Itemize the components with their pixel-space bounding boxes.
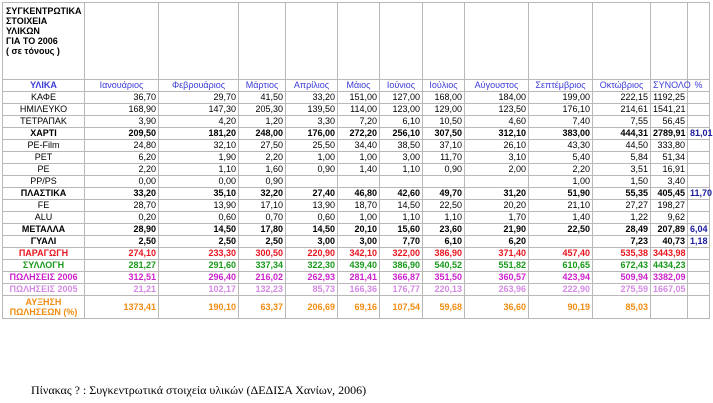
table-cell: 42,60 bbox=[380, 188, 423, 200]
column-header: Οκτώβριος bbox=[593, 80, 651, 92]
row-label: PE bbox=[3, 164, 85, 176]
table-cell: 1,10 bbox=[380, 164, 423, 176]
table-cell: 32,20 bbox=[239, 188, 286, 200]
table-cell: 27,40 bbox=[286, 188, 338, 200]
table-cell: 263,96 bbox=[465, 284, 529, 296]
table-cell: 1,90 bbox=[159, 152, 239, 164]
empty-cell bbox=[380, 3, 423, 80]
row-label: ΜΕΤΑΛΛΑ bbox=[3, 224, 85, 236]
table-cell: 3,40 bbox=[651, 176, 688, 188]
table-cell: 220,90 bbox=[286, 248, 338, 260]
table-cell: 383,00 bbox=[529, 128, 593, 140]
table-cell: 3,00 bbox=[286, 236, 338, 248]
table-cell bbox=[423, 176, 465, 188]
column-header: ΣΥΝΟΛΟ bbox=[651, 80, 688, 92]
table-cell: 20,10 bbox=[338, 224, 380, 236]
table-cell: 222,90 bbox=[529, 284, 593, 296]
table-row bbox=[3, 212, 710, 224]
row-label: ΗΜΙΛΕΥΚΟ bbox=[3, 104, 85, 116]
table-cell: 38,50 bbox=[380, 140, 423, 152]
table-cell: 36,70 bbox=[85, 92, 159, 104]
table-cell: 274,10 bbox=[85, 248, 159, 260]
table-row bbox=[3, 260, 710, 272]
row-label: PE-Film bbox=[3, 140, 85, 152]
table-row bbox=[3, 176, 710, 188]
table-cell: 51,90 bbox=[529, 188, 593, 200]
table-cell: 2,50 bbox=[85, 236, 159, 248]
table-cell: 55,35 bbox=[593, 188, 651, 200]
table-cell: 1,00 bbox=[338, 152, 380, 164]
table-cell: 176,10 bbox=[529, 104, 593, 116]
table-cell: 14,50 bbox=[286, 224, 338, 236]
table-title-line: ΓΙΑ ΤΟ 2006 bbox=[6, 36, 58, 46]
table-cell: 457,40 bbox=[529, 248, 593, 260]
table-cell: 127,00 bbox=[380, 92, 423, 104]
table-cell: 672,43 bbox=[593, 260, 651, 272]
table-cell: 351,50 bbox=[423, 272, 465, 284]
table-cell: 0,00 bbox=[159, 176, 239, 188]
table-cell: 6,10 bbox=[423, 236, 465, 248]
table-cell: 43,30 bbox=[529, 140, 593, 152]
table-cell: 610,65 bbox=[529, 260, 593, 272]
empty-cell bbox=[465, 3, 529, 80]
table-cell: 22,50 bbox=[529, 224, 593, 236]
table-cell: 0,00 bbox=[85, 176, 159, 188]
table-cell: 1,00 bbox=[286, 152, 338, 164]
table-cell: 7,55 bbox=[593, 116, 651, 128]
table-cell: 40,73 bbox=[651, 236, 688, 248]
table-cell: 139,50 bbox=[286, 104, 338, 116]
table-cell: 300,50 bbox=[239, 248, 286, 260]
percent-cell bbox=[688, 92, 710, 104]
table-cell: 21,21 bbox=[85, 284, 159, 296]
table-cell: 36,60 bbox=[465, 296, 529, 319]
table-cell: 405,45 bbox=[651, 188, 688, 200]
percent-cell bbox=[688, 284, 710, 296]
table-cell: 216,02 bbox=[239, 272, 286, 284]
table-cell: 307,50 bbox=[423, 128, 465, 140]
percent-cell bbox=[688, 200, 710, 212]
table-cell: 85,03 bbox=[593, 296, 651, 319]
table-cell: 13,90 bbox=[159, 200, 239, 212]
empty-cell bbox=[688, 3, 710, 80]
table-cell: 206,69 bbox=[286, 296, 338, 319]
table-cell: 1192,25 bbox=[651, 92, 688, 104]
table-cell: 1667,05 bbox=[651, 284, 688, 296]
table-cell bbox=[465, 176, 529, 188]
table-cell: 21,10 bbox=[529, 200, 593, 212]
table-cell: 7,23 bbox=[593, 236, 651, 248]
table-cell: 14,50 bbox=[159, 224, 239, 236]
table-cell: 90,19 bbox=[529, 296, 593, 319]
row-label: FE bbox=[3, 200, 85, 212]
table-cell: 107,54 bbox=[380, 296, 423, 319]
percent-cell bbox=[688, 152, 710, 164]
table-cell: 168,00 bbox=[423, 92, 465, 104]
table-cell: 322,30 bbox=[286, 260, 338, 272]
table-cell: 1,40 bbox=[338, 164, 380, 176]
table-cell: 2,20 bbox=[239, 152, 286, 164]
percent-cell: 1,18 bbox=[688, 236, 710, 248]
table-cell bbox=[338, 176, 380, 188]
table-title bbox=[3, 3, 85, 80]
table-row bbox=[3, 152, 710, 164]
materials-table bbox=[2, 2, 713, 319]
table-row bbox=[3, 272, 710, 284]
table-cell: 233,30 bbox=[159, 248, 239, 260]
table-cell: 2,00 bbox=[465, 164, 529, 176]
table-cell: 46,80 bbox=[338, 188, 380, 200]
row-label: ΓΥΑΛΙ bbox=[3, 236, 85, 248]
row-label: ΠΛΑΣΤΙΚΑ bbox=[3, 188, 85, 200]
table-cell: 2,20 bbox=[529, 164, 593, 176]
row-label: PP/PS bbox=[3, 176, 85, 188]
table-cell: 181,20 bbox=[159, 128, 239, 140]
table-cell: 281,27 bbox=[85, 260, 159, 272]
column-header: Ιούνιος bbox=[380, 80, 423, 92]
table-cell: 11,70 bbox=[423, 152, 465, 164]
table-cell: 509,94 bbox=[593, 272, 651, 284]
table-cell: 17,10 bbox=[239, 200, 286, 212]
table-cell: 0,20 bbox=[85, 212, 159, 224]
table-row bbox=[3, 200, 710, 212]
column-header: ΥΛΙΚΑ bbox=[3, 80, 85, 92]
table-caption: Πίνακας ? : Συγκεντρωτικά στοιχεία υλικών (ΔΕΔΙΣΑ Χανίων, 2006) bbox=[31, 383, 367, 397]
table-cell: 10,50 bbox=[423, 116, 465, 128]
column-header: Απρίλιος bbox=[286, 80, 338, 92]
table-cell: 296,40 bbox=[159, 272, 239, 284]
table-cell: 102,17 bbox=[159, 284, 239, 296]
table-cell: 0,60 bbox=[159, 212, 239, 224]
empty-cell bbox=[338, 3, 380, 80]
table-row bbox=[3, 284, 710, 296]
table-cell: 209,50 bbox=[85, 128, 159, 140]
table-cell: 6,20 bbox=[465, 236, 529, 248]
row-label: ΠΩΛΗΣΕΙΣ 2005 bbox=[3, 284, 85, 296]
table-cell: 2,50 bbox=[239, 236, 286, 248]
table-cell: 176,77 bbox=[380, 284, 423, 296]
table-cell: 371,40 bbox=[465, 248, 529, 260]
percent-cell bbox=[688, 212, 710, 224]
table-cell: 1,50 bbox=[593, 176, 651, 188]
table-cell: 1,22 bbox=[593, 212, 651, 224]
table-cell bbox=[651, 296, 688, 319]
table-row bbox=[3, 116, 710, 128]
table-cell: 16,91 bbox=[651, 164, 688, 176]
table-cell: 222,15 bbox=[593, 92, 651, 104]
column-header: Μάιος bbox=[338, 80, 380, 92]
table-cell: 123,50 bbox=[465, 104, 529, 116]
column-header: % bbox=[688, 80, 710, 92]
percent-cell: 6,04 bbox=[688, 224, 710, 236]
table-cell: 34,40 bbox=[338, 140, 380, 152]
row-label: ΤΕΤΡΑΠΑΚ bbox=[3, 116, 85, 128]
title-row bbox=[3, 3, 710, 80]
row-label: ΧΑΡΤΙ bbox=[3, 128, 85, 140]
table-cell: 41,50 bbox=[239, 92, 286, 104]
table-cell: 1,00 bbox=[529, 176, 593, 188]
table-cell: 198,27 bbox=[651, 200, 688, 212]
table-row bbox=[3, 248, 710, 260]
table-cell: 423,94 bbox=[529, 272, 593, 284]
table-cell: 59,68 bbox=[423, 296, 465, 319]
table-cell: 27,50 bbox=[239, 140, 286, 152]
empty-cell bbox=[239, 3, 286, 80]
table-cell: 176,00 bbox=[286, 128, 338, 140]
table-row bbox=[3, 164, 710, 176]
table-cell: 14,50 bbox=[380, 200, 423, 212]
table-cell: 333,80 bbox=[651, 140, 688, 152]
table-cell: 31,20 bbox=[465, 188, 529, 200]
table-cell: 0,90 bbox=[286, 164, 338, 176]
row-label bbox=[3, 296, 85, 319]
table-cell: 312,51 bbox=[85, 272, 159, 284]
row-label-line: ΑΥΞΗΣΗ bbox=[25, 297, 62, 307]
table-cell: 3,30 bbox=[286, 116, 338, 128]
table-cell: 3,00 bbox=[338, 236, 380, 248]
table-cell: 33,20 bbox=[286, 92, 338, 104]
table-cell: 6,10 bbox=[380, 116, 423, 128]
table-title-line: ΣΤΟΙΧΕΙΑ ΥΛΙΚΩΝ bbox=[6, 16, 48, 36]
table-cell: 184,00 bbox=[465, 92, 529, 104]
table-cell: 540,52 bbox=[423, 260, 465, 272]
table-cell: 17,80 bbox=[239, 224, 286, 236]
table-cell: 291,60 bbox=[159, 260, 239, 272]
table-cell: 220,13 bbox=[423, 284, 465, 296]
table-cell: 27,27 bbox=[593, 200, 651, 212]
table-cell: 114,00 bbox=[338, 104, 380, 116]
row-label: ΠΩΛΗΣΕΙΣ 2006 bbox=[3, 272, 85, 284]
percent-cell bbox=[688, 176, 710, 188]
table-cell: 49,70 bbox=[423, 188, 465, 200]
table-cell: 7,70 bbox=[380, 236, 423, 248]
table-row bbox=[3, 128, 710, 140]
table-cell: 0,90 bbox=[423, 164, 465, 176]
table-cell: 6,20 bbox=[85, 152, 159, 164]
table-cell: 551,82 bbox=[465, 260, 529, 272]
table-cell: 535,38 bbox=[593, 248, 651, 260]
table-cell: 1,00 bbox=[338, 212, 380, 224]
table-cell: 207,89 bbox=[651, 224, 688, 236]
table-cell bbox=[529, 236, 593, 248]
table-row bbox=[3, 104, 710, 116]
table-cell: 262,93 bbox=[286, 272, 338, 284]
table-row bbox=[3, 188, 710, 200]
table-cell: 123,00 bbox=[380, 104, 423, 116]
table-cell: 2789,91 bbox=[651, 128, 688, 140]
table-cell: 3,51 bbox=[593, 164, 651, 176]
table-cell: 151,00 bbox=[338, 92, 380, 104]
table-cell: 21,90 bbox=[465, 224, 529, 236]
table-cell: 63,37 bbox=[239, 296, 286, 319]
header-row bbox=[3, 80, 710, 92]
column-header: Ιούλιος bbox=[423, 80, 465, 92]
table-cell: 3443,98 bbox=[651, 248, 688, 260]
table-cell: 1,10 bbox=[159, 164, 239, 176]
empty-cell bbox=[593, 3, 651, 80]
table-cell: 386,90 bbox=[423, 248, 465, 260]
table-cell: 29,70 bbox=[159, 92, 239, 104]
table-cell: 28,49 bbox=[593, 224, 651, 236]
table-cell: 5,40 bbox=[529, 152, 593, 164]
table-cell: 275,59 bbox=[593, 284, 651, 296]
column-header: Αύγουστος bbox=[465, 80, 529, 92]
table-cell: 205,30 bbox=[239, 104, 286, 116]
table-cell: 248,00 bbox=[239, 128, 286, 140]
table-cell: 4,60 bbox=[465, 116, 529, 128]
table-cell: 0,70 bbox=[239, 212, 286, 224]
table-cell: 20,20 bbox=[465, 200, 529, 212]
table-cell: 4,20 bbox=[159, 116, 239, 128]
table-cell: 3,00 bbox=[380, 152, 423, 164]
table-cell: 22,50 bbox=[423, 200, 465, 212]
table-cell: 1,40 bbox=[529, 212, 593, 224]
column-header: Μάρτιος bbox=[239, 80, 286, 92]
table-cell: 7,40 bbox=[529, 116, 593, 128]
table-cell: 3382,09 bbox=[651, 272, 688, 284]
table-cell: 322,00 bbox=[380, 248, 423, 260]
table-cell: 28,90 bbox=[85, 224, 159, 236]
table-cell: 5,84 bbox=[593, 152, 651, 164]
table-cell: 199,00 bbox=[529, 92, 593, 104]
table-title-line: ΣΥΓΚΕΝΤΡΩΤΙΚΑ bbox=[6, 6, 82, 16]
table-cell: 7,20 bbox=[338, 116, 380, 128]
row-label: ΣΥΛΛΟΓΗ bbox=[3, 260, 85, 272]
row-label: ΠΑΡΑΓΩΓΗ bbox=[3, 248, 85, 260]
column-header: Φεβρουάριος bbox=[159, 80, 239, 92]
table-cell: 132,23 bbox=[239, 284, 286, 296]
empty-cell bbox=[159, 3, 239, 80]
table-cell: 3,10 bbox=[465, 152, 529, 164]
column-header: Σεπτέμβριος bbox=[529, 80, 593, 92]
table-cell: 15,60 bbox=[380, 224, 423, 236]
table-row bbox=[3, 140, 710, 152]
table-cell: 360,57 bbox=[465, 272, 529, 284]
table-cell: 0,90 bbox=[239, 176, 286, 188]
table-cell: 25,50 bbox=[286, 140, 338, 152]
table-cell: 51,34 bbox=[651, 152, 688, 164]
table-cell: 129,00 bbox=[423, 104, 465, 116]
table-cell: 281,41 bbox=[338, 272, 380, 284]
table-row bbox=[3, 92, 710, 104]
table-cell: 44,50 bbox=[593, 140, 651, 152]
table-cell: 85,73 bbox=[286, 284, 338, 296]
table-cell: 168,90 bbox=[85, 104, 159, 116]
table-cell: 23,60 bbox=[423, 224, 465, 236]
percent-cell bbox=[688, 272, 710, 284]
table-cell: 1541,21 bbox=[651, 104, 688, 116]
percent-cell: 81,01 bbox=[688, 128, 710, 140]
table-cell: 1,70 bbox=[465, 212, 529, 224]
table-cell: 32,10 bbox=[159, 140, 239, 152]
table-cell: 337,34 bbox=[239, 260, 286, 272]
table-cell: 0,60 bbox=[286, 212, 338, 224]
percent-cell bbox=[688, 140, 710, 152]
table-cell: 366,87 bbox=[380, 272, 423, 284]
table-row bbox=[3, 236, 710, 248]
row-label: ALU bbox=[3, 212, 85, 224]
table-cell: 33,20 bbox=[85, 188, 159, 200]
table-cell: 9,62 bbox=[651, 212, 688, 224]
table-cell: 312,10 bbox=[465, 128, 529, 140]
table-cell bbox=[380, 176, 423, 188]
table-cell: 272,20 bbox=[338, 128, 380, 140]
table-cell: 256,10 bbox=[380, 128, 423, 140]
table-cell: 1,10 bbox=[423, 212, 465, 224]
table-cell: 3,90 bbox=[85, 116, 159, 128]
table-cell: 439,40 bbox=[338, 260, 380, 272]
percent-cell bbox=[688, 296, 710, 319]
empty-cell bbox=[423, 3, 465, 80]
percent-cell: 11,70 bbox=[688, 188, 710, 200]
table-cell: 190,10 bbox=[159, 296, 239, 319]
table-cell: 13,90 bbox=[286, 200, 338, 212]
row-label: PET bbox=[3, 152, 85, 164]
table-cell: 444,31 bbox=[593, 128, 651, 140]
table-title-line: ( σε τόνους ) bbox=[6, 46, 60, 56]
table-cell: 18,70 bbox=[338, 200, 380, 212]
table-cell: 1,10 bbox=[380, 212, 423, 224]
table-row bbox=[3, 224, 710, 236]
table-cell: 37,10 bbox=[423, 140, 465, 152]
table-cell: 56,45 bbox=[651, 116, 688, 128]
percent-cell bbox=[688, 260, 710, 272]
table-cell: 28,70 bbox=[85, 200, 159, 212]
empty-cell bbox=[529, 3, 593, 80]
row-label-line: ΠΩΛΗΣΕΩΝ (%) bbox=[9, 307, 78, 317]
empty-cell bbox=[651, 3, 688, 80]
table-cell: 69,16 bbox=[338, 296, 380, 319]
table-cell: 26,10 bbox=[465, 140, 529, 152]
table-cell: 1,20 bbox=[239, 116, 286, 128]
table-row bbox=[3, 296, 710, 319]
table-cell: 1,60 bbox=[239, 164, 286, 176]
column-header: Ιανουάριος bbox=[85, 80, 159, 92]
table-cell bbox=[286, 176, 338, 188]
row-label: ΚΑΦΕ bbox=[3, 92, 85, 104]
empty-cell bbox=[85, 3, 159, 80]
table-cell: 1373,41 bbox=[85, 296, 159, 319]
table-cell: 2,50 bbox=[159, 236, 239, 248]
table-cell: 24,80 bbox=[85, 140, 159, 152]
table-cell: 166,36 bbox=[338, 284, 380, 296]
table-cell: 4434,23 bbox=[651, 260, 688, 272]
table-cell: 2,20 bbox=[85, 164, 159, 176]
percent-cell bbox=[688, 104, 710, 116]
table-cell: 35,10 bbox=[159, 188, 239, 200]
table-cell: 147,30 bbox=[159, 104, 239, 116]
empty-cell bbox=[286, 3, 338, 80]
percent-cell bbox=[688, 116, 710, 128]
table-cell: 386,90 bbox=[380, 260, 423, 272]
percent-cell bbox=[688, 164, 710, 176]
table-cell: 342,10 bbox=[338, 248, 380, 260]
table-cell: 214,61 bbox=[593, 104, 651, 116]
percent-cell bbox=[688, 248, 710, 260]
